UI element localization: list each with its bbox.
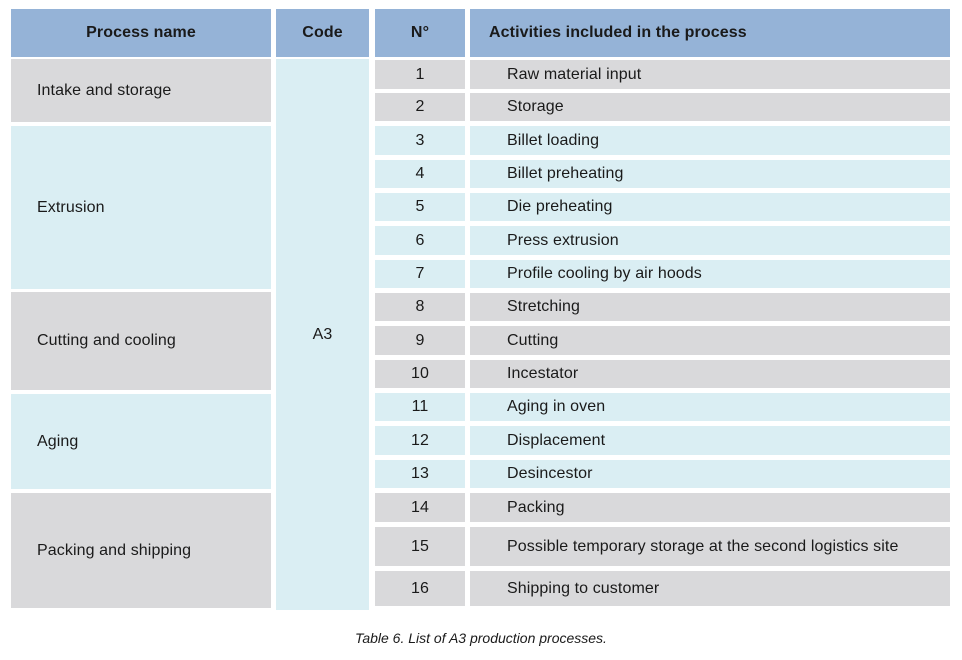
header-process-name-text: Process name — [86, 24, 196, 41]
process-name-cell — [11, 292, 271, 390]
activity-cell — [470, 393, 950, 421]
row-number-cell — [375, 226, 465, 255]
activity-cell-text: Desincestor — [507, 465, 593, 482]
row-number-cell — [375, 93, 465, 121]
activity-cell-text: Die preheating — [507, 198, 613, 215]
header-code — [276, 9, 369, 57]
process-name-cell — [11, 493, 271, 608]
row-number-cell — [375, 493, 465, 522]
process-name-cell-text: Cutting and cooling — [37, 332, 176, 349]
process-name-cell-text: Aging — [37, 432, 79, 450]
row-number-cell — [375, 193, 465, 221]
activity-cell-text: Press extrusion — [507, 231, 619, 249]
row-number-cell — [375, 326, 465, 355]
row-number-cell-text: 10 — [411, 365, 429, 382]
activity-cell-text: Stretching — [507, 298, 581, 315]
activity-cell — [470, 326, 950, 355]
process-name-cell-text: Intake and storage — [37, 81, 172, 99]
activity-cell — [470, 193, 950, 221]
row-number-cell — [375, 126, 465, 155]
row-number-cell-text: 13 — [411, 465, 429, 482]
activity-cell — [470, 126, 950, 155]
activity-cell — [470, 293, 950, 321]
process-name-cell — [11, 59, 271, 122]
activity-cell — [470, 426, 950, 455]
activity-cell-text: Incestator — [507, 365, 579, 382]
row-number-cell — [375, 527, 465, 566]
header-number-text: N° — [410, 24, 430, 41]
activity-cell — [470, 60, 950, 89]
activity-cell-text: Raw material input — [507, 65, 642, 83]
header-process-name — [11, 9, 271, 57]
activity-cell — [470, 527, 950, 566]
row-number-cell-text: 11 — [411, 398, 429, 415]
activity-cell — [470, 160, 950, 188]
activity-cell — [470, 571, 950, 606]
activity-cell — [470, 260, 950, 288]
row-number-cell-text: 15 — [411, 537, 429, 555]
activity-cell-text: Cutting — [507, 331, 559, 349]
row-number-cell-text: 14 — [411, 498, 429, 516]
row-number-cell-text: 2 — [415, 98, 425, 115]
row-number-cell-text: 5 — [415, 198, 425, 215]
row-number-cell — [375, 460, 465, 488]
activity-cell-text: Aging in oven — [507, 398, 606, 415]
activity-cell-text: Packing — [507, 498, 565, 516]
activity-cell — [470, 493, 950, 522]
header-code-text: Code — [302, 24, 343, 41]
row-number-cell-text: 4 — [415, 165, 425, 182]
activity-cell — [470, 226, 950, 255]
row-number-cell-text: 6 — [415, 231, 425, 249]
header-activities — [470, 9, 950, 57]
process-name-cell-text: Extrusion — [37, 198, 105, 216]
header-number — [375, 9, 465, 57]
activity-cell — [470, 360, 950, 388]
activity-cell-text: Billet preheating — [507, 165, 624, 182]
row-number-cell — [375, 571, 465, 606]
activity-cell-text: Storage — [507, 98, 564, 115]
code-cell-text: A3 — [312, 325, 333, 343]
row-number-cell — [375, 360, 465, 388]
row-number-cell-text: 3 — [415, 131, 425, 149]
row-number-cell — [375, 426, 465, 455]
activity-cell-text: Profile cooling by air hoods — [507, 265, 702, 282]
activity-cell — [470, 460, 950, 488]
activity-cell-text: Displacement — [507, 431, 606, 449]
process-name-cell-text: Packing and shipping — [37, 541, 192, 559]
row-number-cell-text: 12 — [411, 431, 429, 449]
row-number-cell — [375, 60, 465, 89]
row-number-cell — [375, 293, 465, 321]
row-number-cell — [375, 160, 465, 188]
activity-cell-text: Billet loading — [507, 131, 600, 149]
code-cell — [276, 59, 369, 610]
row-number-cell — [375, 260, 465, 288]
row-number-cell-text: 8 — [415, 298, 425, 315]
activity-cell-text: Possible temporary storage at the second logistics site — [507, 537, 899, 555]
table-caption: Table 6. List of A3 production processes. — [355, 630, 607, 646]
activity-cell-text: Shipping to customer — [507, 579, 660, 597]
activity-cell — [470, 93, 950, 121]
process-name-cell — [11, 126, 271, 289]
header-activities-text: Activities included in the process — [489, 24, 747, 41]
row-number-cell-text: 9 — [415, 331, 425, 349]
row-number-cell — [375, 393, 465, 421]
row-number-cell-text: 16 — [411, 579, 429, 597]
row-number-cell-text: 7 — [415, 265, 425, 282]
row-number-cell-text: 1 — [415, 65, 425, 83]
process-name-cell — [11, 394, 271, 489]
